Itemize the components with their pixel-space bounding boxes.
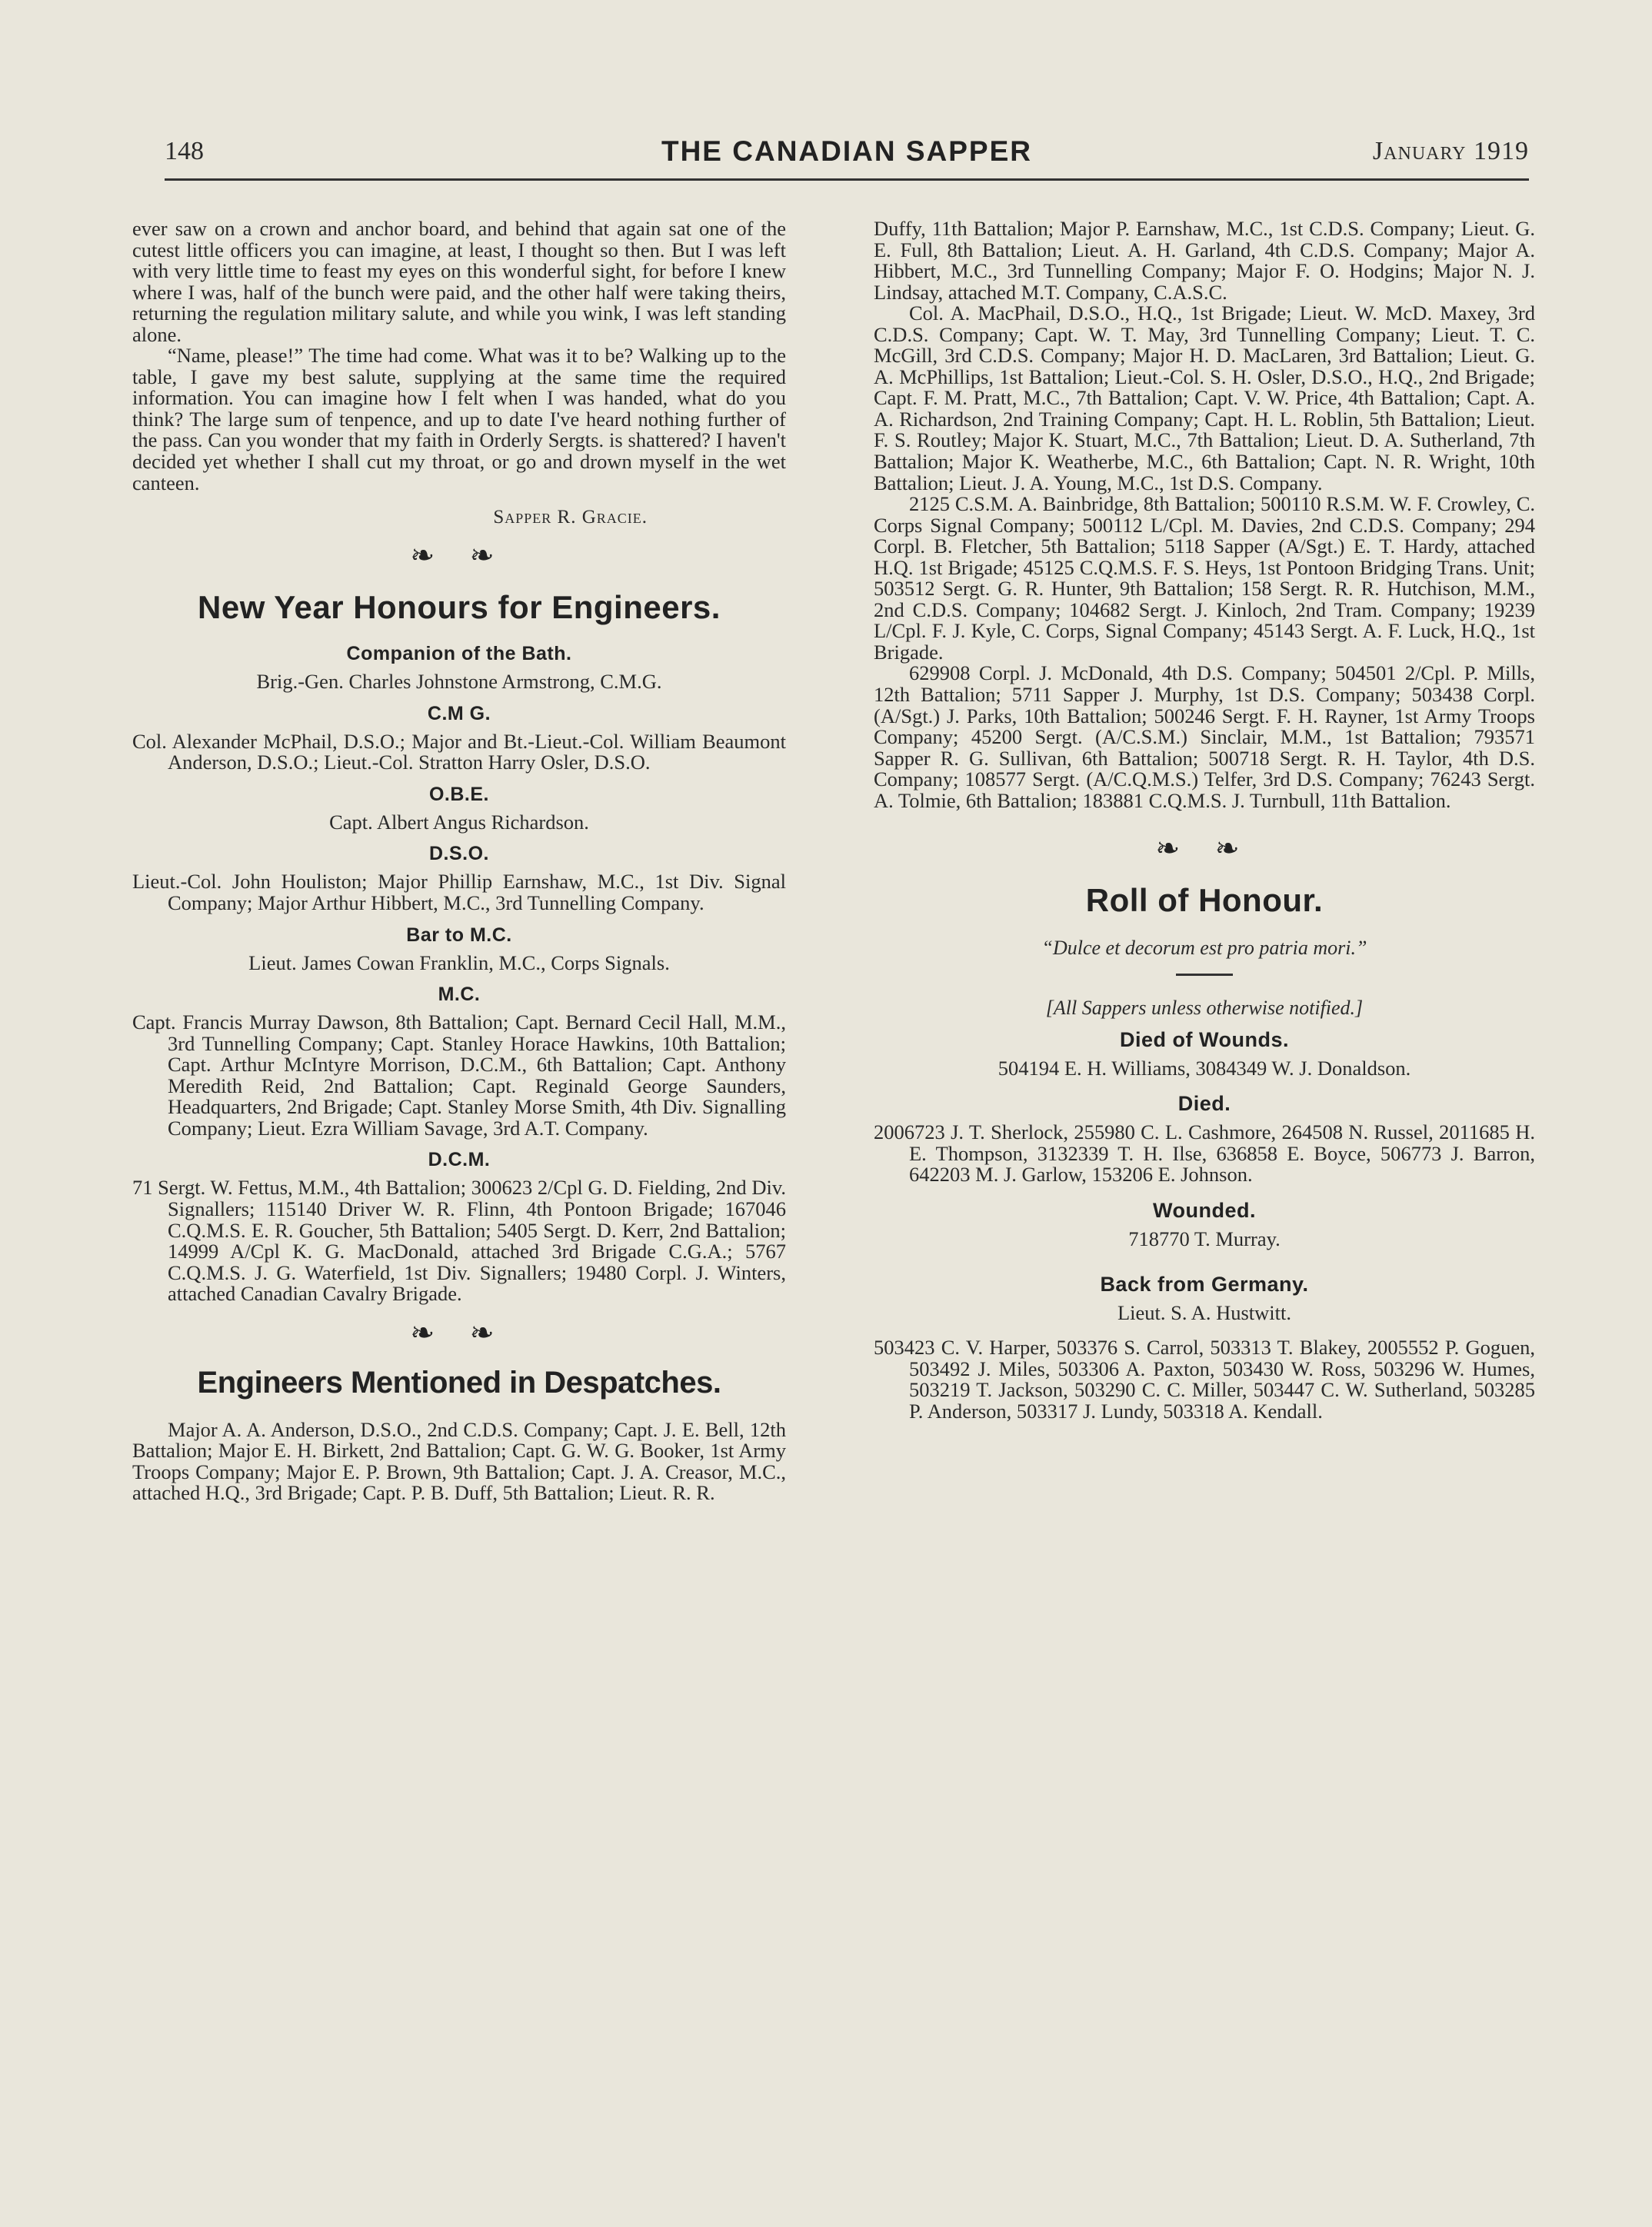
despatches-title: Engineers Mentioned in Despatches. bbox=[197, 1366, 721, 1400]
honour-heading: D.C.M. bbox=[428, 1149, 491, 1171]
honour-text: Lieut.-Col. John Houliston; Major Phillip Earnshaw, M.C., 1st Div. Signal Company; Major Arthur Hibbert, M.C., 3rd Tunnelling Company. bbox=[132, 870, 786, 915]
wounded-list: 718770 T. Murray. bbox=[1128, 1227, 1281, 1250]
honour-text: Brig.-Gen. Charles Johnstone Armstrong, C.M.G. bbox=[256, 670, 662, 694]
died-heading: Died. bbox=[1177, 1092, 1231, 1116]
honour-heading: Companion of the Bath. bbox=[346, 643, 572, 665]
germany-list: 503423 C. V. Harper, 503376 S. Carrol, 503313 T. Blakey, 2005552 P. Goguen, 503492 J. Miles, 503306 A. Paxton, 503430 W. Ross, 503296 W. Humes, 503219 T. Jackson, 503290 C. C. Miller, 503447 C. W. Sutherland, 503285 P. Anderson, 503317 J. Lundy, 503318 A. Kendall. bbox=[874, 1336, 1535, 1423]
honour-heading: O.B.E. bbox=[428, 783, 489, 805]
honour-text: 71 Sergt. W. Fettus, M.M., 4th Battalion; 300623 2/Cpl G. D. Fielding, 2nd Div. Signallers; 115140 Driver W. R. Flinn, 4th Pontoon Brigade; 167046 C.Q.M.S. E. R. Goucher, 5th Battalion; 5405 Sergt. D. Kerr, 2nd Battalion; 14999 A/Cpl K. G. MacDonald, attached 3rd Brigade C.G.A.; 5767 C.Q.M.S. J. G. Waterfield, 1st Div. Signallers; 19480 Corpl. J. Winters, attached Canadian Cavalry Brigade. bbox=[132, 1176, 786, 1306]
honour-heading: C.M G. bbox=[427, 702, 491, 724]
header-rule bbox=[165, 178, 1529, 181]
despatches-text: 2125 C.S.M. A. Bainbridge, 8th Battalion; 500110 R.S.M. W. F. Crowley, C. Corps Signal Company; 500112 L/Cpl. M. Davies, 2nd C.D.S. Company; 294 Corpl. B. Fletcher, 5th Battalion; 5118 Sapper (A/Sgt.) E. T. Hardy, attached H.Q. 1st Brigade; 45125 C.Q.M.S. F. S. Heys, 1st Pontoon Bridging Trans. Unit; 503512 Sergt. G. R. Hunter, 9th Battalion; 158 Sergt. R. R. Hutchison, M.M., 2nd C.D.S. Company; 104682 Sergt. J. Kinloch, 2nd Tram. Company; 19239 L/Cpl. F. J. Kyle, C. Corps, Signal Company; 45143 Sergt. A. F. Luck, H.Q., 1st Brigade. bbox=[874, 492, 1535, 664]
short-rule bbox=[1176, 974, 1233, 976]
story-paragraph: “Name, please!” The time had come. What was it to be? Walking up to the table, I gave my best salute, supplying at the same time the required information. You can imagine how I felt when I was handed, what do you think? The large sum of tenpence, and up to date I've heard nothing further of the pass. Can you wonder that my faith in Orderly Sergts. is shattered? I haven't decided yet whether I shall cut my throat, or go and drown myself in the wet canteen. bbox=[132, 344, 786, 494]
honours-title: New Year Honours for Engineers. bbox=[198, 588, 721, 625]
despatches-text: Major A. A. Anderson, D.S.O., 2nd C.D.S. Company; Capt. J. E. Bell, 12th Battalion; Major E. H. Birkett, 2nd Battalion; Capt. G. W. G. Booker, 1st Army Troops Company; Major E. P. Brown, 9th Battalion; Capt. J. A. Creasor, M.C., attached H.Q., 3rd Brigade; Capt. P. B. Duff, 5th Battalion; Lieut. R. R. bbox=[132, 1417, 786, 1505]
ornament-divider: ❧ ❧ bbox=[1155, 833, 1254, 866]
sappers-note: [All Sappers unless otherwise notified.] bbox=[1045, 996, 1364, 1019]
honour-heading: M.C. bbox=[438, 984, 481, 1006]
died-of-wounds-list: 504194 E. H. Williams, 3084349 W. J. Donaldson. bbox=[998, 1056, 1411, 1080]
right-column bbox=[874, 218, 1535, 1422]
died-of-wounds-heading: Died of Wounds. bbox=[1120, 1027, 1289, 1051]
ornament-divider: ❧ ❧ bbox=[410, 540, 508, 573]
running-header bbox=[165, 132, 1529, 180]
story-paragraph: ever saw on a crown and anchor board, and behind that again sat one of the cutest little officers you can imagine, at least, I thought so then. But I was left with very little time to feast my eyes on this wonderful sight, for before I knew where I was, half of the bunch were paid, and the other half were taking theirs, returning the regulation military salute, and while you wink, I was left standing alone. bbox=[132, 217, 786, 346]
despatches-text: Col. A. MacPhail, D.S.O., H.Q., 1st Brigade; Lieut. W. McD. Maxey, 3rd C.D.S. Company; Capt. W. T. May, 3rd Tunnelling Company; Lieut. T. C. McGill, 3rd C.D.S. Company; Major H. D. MacLaren, 3rd Battalion; Lieut. G. A. McPhillips, 1st Battalion; Lieut.-Col. S. H. Osler, D.S.O., H.Q., 2nd Brigade; Capt. F. M. Pratt, M.C., 7th Battalion; Capt. V. W. Price, 4th Battalion; Capt. A. A. Richardson, 2nd Training Company; Capt. H. L. Roblin, 5th Battalion; Lieut. F. S. Routley; Major K. Stuart, M.C., 7th Battalion; Lieut. D. A. Sutherland, 7th Battalion; Major K. Weatherbe, M.C., 6th Battalion; Capt. N. R. Wright, 10th Battalion; Lieut. J. A. Young, M.C., 1st D.S. Company. bbox=[874, 301, 1535, 494]
journal-title: THE CANADIAN SAPPER bbox=[661, 135, 1033, 167]
honour-text: Col. Alexander McPhail, D.S.O.; Major and Bt.-Lieut.-Col. William Beaumont Anderson, D.S.O.; Lieut.-Col. Stratton Harry Osler, D.S.O. bbox=[132, 729, 786, 774]
honour-heading: D.S.O. bbox=[428, 843, 489, 865]
honour-text: Lieut. James Cowan Franklin, M.C., Corps Signals. bbox=[248, 950, 670, 974]
despatches-text: Duffy, 11th Battalion; Major P. Earnshaw, M.C., 1st C.D.S. Company; Lieut. G. E. Full, 8th Battalion; Lieut. A. H. Garland, 4th C.D.S. Company; Major A. Hibbert, M.C., 3rd Tunnelling Company; Major F. O. Hodgins; Major N. J. Lindsay, attached M.T. Company, C.A.S.C. bbox=[874, 217, 1535, 304]
ornament-divider: ❧ ❧ bbox=[410, 1317, 508, 1350]
honour-heading: Bar to M.C. bbox=[406, 924, 512, 946]
honour-text: Capt. Albert Angus Richardson. bbox=[329, 810, 589, 834]
latin-motto: “Dulce et decorum est pro patria mori.” bbox=[1041, 936, 1367, 959]
honour-text: Capt. Francis Murray Dawson, 8th Battalion; Capt. Bernard Cecil Hall, M.M., 3rd Tunnelling Company; Capt. Stanley Horace Hawkins, 10th Battalion; Capt. Arthur McIntyre Morrison, D.C.M., 6th Battalion; Capt. Anthony Meredith Reid, 2nd Battalion; Capt. Reginald George Saunders, Headquarters, 2nd Brigade; Capt. Stanley Morse Smith, 4th Div. Signalling Company; Lieut. Ezra William Savage, 3rd A.T. Company. bbox=[132, 1010, 786, 1140]
wounded-heading: Wounded. bbox=[1153, 1198, 1256, 1222]
died-list: 2006723 J. T. Sherlock, 255980 C. L. Cashmore, 264508 N. Russel, 2011685 H. E. Thompson, 3132339 T. H. Ilse, 636858 E. Boyce, 506773 J. Barron, 642203 M. J. Garlow, 153206 E. Johnson. bbox=[874, 1120, 1535, 1187]
roll-of-honour-title: Roll of Honour. bbox=[1085, 881, 1324, 918]
page-number: 148 bbox=[165, 137, 204, 165]
despatches-text: 629908 Corpl. J. McDonald, 4th D.S. Company; 504501 2/Cpl. P. Mills, 12th Battalion; 5711 Sapper J. Murphy, 1st D.S. Company; 503438 Corpl. (A/Sgt.) J. Parks, 10th Battalion; 500246 Sergt. F. H. Rayner, 1st Army Troops Company; 45200 Sergt. (A/C.S.M.) Sinclair, M.M., 1st Battalion; 793571 Sapper R. G. Sullivan, 6th Battalion; 500718 Sergt. R. H. Taylor, 4th D.S. Company; 108577 Sergt. (A/C.Q.M.S.) Telfer, 3rd D.S. Company; 76243 Sergt. A. Tolmie, 6th Battalion; 183881 C.Q.M.S. J. Turnbull, 11th Battalion. bbox=[874, 661, 1535, 812]
left-column bbox=[132, 218, 786, 1504]
back-from-germany-heading: Back from Germany. bbox=[1100, 1272, 1309, 1296]
issue-date: January 1919 bbox=[1372, 137, 1529, 165]
story-signature: Sapper R. Gracie. bbox=[493, 507, 648, 528]
germany-officer: Lieut. S. A. Hustwitt. bbox=[1117, 1300, 1291, 1324]
